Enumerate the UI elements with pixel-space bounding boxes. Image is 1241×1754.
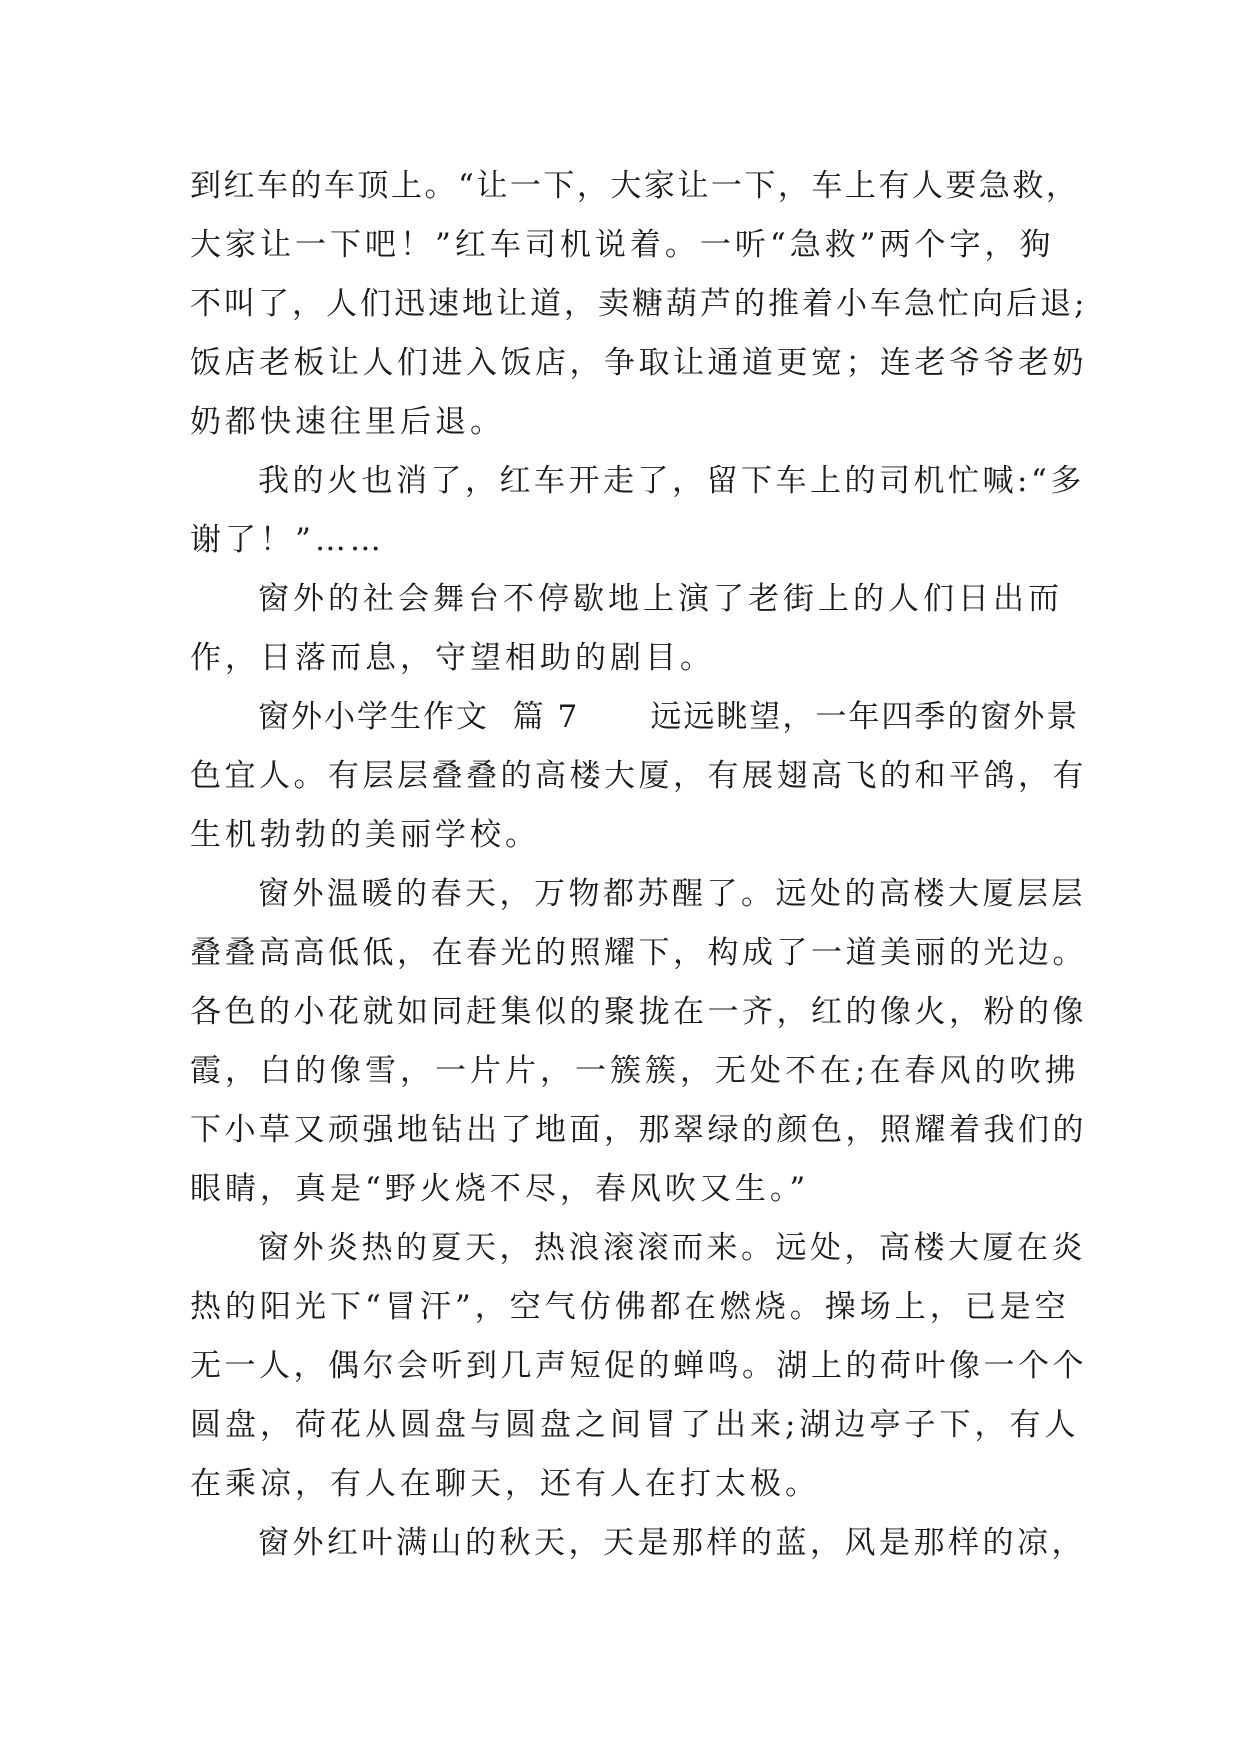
text-line: 作，日落而息，守望相助的剧目。 xyxy=(190,640,715,676)
text-line: 热的阳光下“冒汗”，空气仿佛都在燃烧。操场上，已是空 xyxy=(190,1289,1070,1325)
text-line: 大家让一下吧！”红车司机说着。一听“急救”两个字，狗 xyxy=(190,227,1055,263)
paragraph-start-line: 窗外温暖的春天，万物都苏醒了。远处的高楼大厦层层 xyxy=(258,876,1086,912)
text-line: 各色的小花就如同赶集似的聚拢在一齐，红的像火，粉的像 xyxy=(190,994,1087,1030)
section-heading-line: 窗外小学生作文 篇 7 远远眺望，一年四季的窗外景 xyxy=(258,699,1080,735)
text-line: 饭店老板让人们进入饭店，争取让通道更宽；连老爷爷老奶 xyxy=(190,345,1087,381)
text-line: 色宜人。有层层叠叠的高楼大厦，有展翅高飞的和平鸽，有 xyxy=(190,758,1087,794)
text-line: 生机勃勃的美丽学校。 xyxy=(190,817,540,853)
text-line: 奶都快速往里后退。 xyxy=(190,404,505,440)
text-line: 下小草又顽强地钻出了地面，那翠绿的颜色，照耀着我们的 xyxy=(190,1112,1087,1148)
paragraph-start-line: 窗外红叶满山的秋天，天是那样的蓝，风是那样的凉， xyxy=(258,1525,1086,1561)
text-line: 谢了！”…… xyxy=(190,522,385,558)
text-line: 霞，白的像雪，一片片，一簇簇，无处不在;在春风的吹拂 xyxy=(190,1053,1080,1089)
paragraph-start-line: 窗外的社会舞台不停歇地上演了老街上的人们日出而 xyxy=(258,581,1063,617)
text-line: 叠叠高高低低，在春光的照耀下，构成了一道美丽的光边。 xyxy=(190,935,1087,971)
paragraph-start-line: 我的火也消了，红车开走了，留下车上的司机忙喊:“多 xyxy=(258,463,1085,499)
text-line: 不叫了，人们迅速地让道，卖糖葫芦的推着小车急忙向后退; xyxy=(190,286,1088,322)
text-line: 在乘凉，有人在聊天，还有人在打太极。 xyxy=(190,1466,820,1502)
text-line: 无一人，偶尔会听到几声短促的蝉鸣。湖上的荷叶像一个个 xyxy=(190,1348,1087,1384)
paragraph-start-line: 窗外炎热的夏天，热浪滚滚而来。远处，高楼大厦在炎 xyxy=(258,1230,1086,1266)
text-line: 圆盘，荷花从圆盘与圆盘之间冒了出来;湖边亭子下，有人 xyxy=(190,1407,1080,1443)
text-line: 眼睛，真是“野火烧不尽，春风吹又生。” xyxy=(190,1171,810,1207)
text-line: 到红车的车顶上。“让一下，大家让一下，车上有人要急救， xyxy=(190,168,1080,204)
